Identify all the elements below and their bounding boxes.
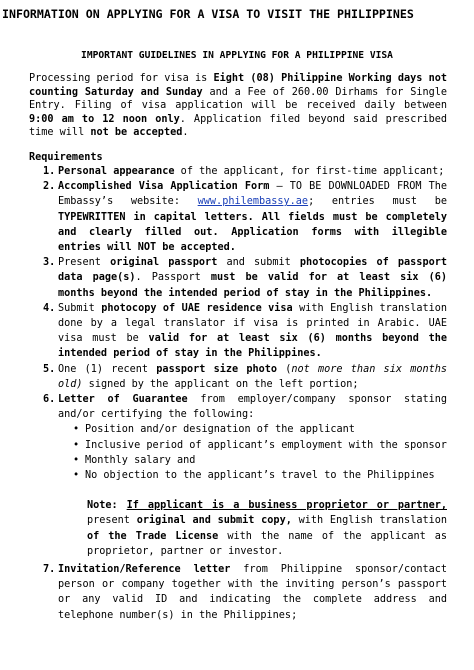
business-owner-note bbox=[29, 498, 447, 559]
guarantee-point-text: Position and/or designation of the applicant bbox=[85, 424, 355, 436]
item-italic: not more than six months old) bbox=[58, 363, 447, 390]
list-item bbox=[29, 179, 447, 255]
item-number: 4. bbox=[43, 302, 56, 314]
item-bold: TYPEWRITTEN in capital letters. All fields must be completely and clearly filled out. Application forms with illegible entries will NOT be accepted. bbox=[58, 211, 447, 254]
item-number: 6. bbox=[43, 394, 56, 406]
item-number: 5. bbox=[43, 363, 56, 375]
item-bold: valid for at least six (6) months beyond the intended period of stay in the Philippines. bbox=[58, 333, 448, 360]
note-underlined: If applicant is a business proprietor or partner, bbox=[126, 500, 447, 512]
intro-text-1: Processing period for visa is bbox=[29, 73, 214, 84]
guidelines-heading: IMPORTANT GUIDELINES IN APPLYING FOR A PHILIPPINE VISA bbox=[81, 50, 393, 61]
guarantee-point bbox=[29, 468, 447, 483]
note-label: Note: bbox=[87, 500, 118, 512]
bullet-icon: • bbox=[73, 424, 80, 436]
item-bold: passport size photo bbox=[156, 363, 278, 375]
guarantee-point-text: No objection to the applicant’s travel to the Philippines bbox=[85, 470, 435, 482]
guarantee-point-text: Inclusive period of applicant’s employment with the sponsor bbox=[85, 439, 447, 451]
note-bold: original and submit copy, bbox=[136, 515, 292, 527]
list-item bbox=[29, 392, 447, 422]
intro-bold-3: not be accepted bbox=[90, 127, 183, 139]
item-text: Submit bbox=[58, 302, 102, 314]
item-bold: original passport bbox=[110, 257, 218, 269]
item-text: from employer/company sponsor stating and/or certifying the following: bbox=[58, 394, 447, 421]
guarantee-point-text: Monthly salary and bbox=[85, 454, 196, 466]
note-bold: of the Trade License bbox=[87, 530, 219, 542]
item-text: of the applicant, for first-time applicant; bbox=[174, 166, 445, 177]
item-bold: Letter of Guarantee bbox=[58, 394, 188, 406]
intro-text-4: . bbox=[182, 127, 189, 139]
note-text: with English translation bbox=[291, 515, 447, 527]
item-text: and submit bbox=[217, 257, 300, 269]
guarantee-point bbox=[29, 453, 447, 468]
item-bold: Personal appearance bbox=[58, 166, 175, 177]
item-number: 7. bbox=[43, 564, 56, 576]
intro-bold-2: 9:00 am to 12 noon only bbox=[29, 113, 180, 125]
item-text: – TO BE DOWNLOADED FROM The Embassy’s website: bbox=[58, 181, 447, 208]
bullet-icon: • bbox=[73, 454, 80, 466]
page-title: INFORMATION ON APPLYING FOR A VISA TO VISIT THE PHILIPPINES bbox=[2, 7, 414, 21]
item-bold: photocopies of passport data page(s) bbox=[58, 257, 447, 284]
item-text: with English translation done by a legal translator if visa is printed in Arabic. UAE visa must be bbox=[58, 302, 448, 345]
embassy-website-link[interactable]: www.philembassy.ae bbox=[197, 196, 309, 208]
bullet-icon: • bbox=[73, 470, 80, 482]
item-bold: must be valid for at least six (6) months beyond the intended period of stay in the Philippines. bbox=[58, 272, 447, 299]
list-item bbox=[29, 362, 447, 392]
note-text: present bbox=[87, 515, 137, 527]
list-item bbox=[29, 301, 447, 362]
item-number: 1. bbox=[43, 166, 56, 177]
processing-paragraph bbox=[29, 72, 447, 140]
list-item bbox=[29, 562, 447, 623]
guarantee-points bbox=[29, 422, 447, 483]
intro-text-2: and a Fee of 260.00 Dirhams for Single Entry. Filing of visa application will be received daily between bbox=[29, 86, 447, 112]
item-text: ( bbox=[277, 363, 292, 375]
intro-bold-1: Eight (08) Philippine Working days not counting Saturday and Sunday bbox=[29, 73, 447, 98]
note-text: with the name of the applicant as proprietor, partner or investor. bbox=[87, 530, 447, 557]
requirements-list bbox=[29, 164, 447, 623]
item-bold: Invitation/Reference letter bbox=[58, 564, 231, 576]
item-text: from Philippine sponsor/contact person or company together with the inviting person’s passport or any valid ID and indicating the complete address and telephone number(s) in the Philippines; bbox=[58, 564, 447, 621]
intro-text-3: . Application filed beyond said prescribed time will bbox=[29, 113, 447, 139]
item-text: ; entries must be bbox=[308, 196, 447, 208]
item-number: 2. bbox=[43, 181, 56, 193]
guarantee-point bbox=[29, 438, 447, 453]
requirements-heading: Requirements bbox=[29, 152, 103, 163]
list-item bbox=[29, 164, 447, 179]
item-text: signed by the applicant on the left portion; bbox=[82, 378, 359, 390]
item-text: . Passport bbox=[135, 272, 211, 284]
guarantee-point bbox=[29, 422, 447, 437]
item-bold: Accomplished Visa Application Form bbox=[58, 181, 270, 193]
list-item bbox=[29, 255, 447, 301]
bullet-icon: • bbox=[73, 439, 80, 451]
item-text: Present bbox=[58, 257, 111, 269]
item-number: 3. bbox=[43, 257, 56, 269]
item-bold: photocopy of UAE residence visa bbox=[101, 302, 293, 314]
item-text: One (1) recent bbox=[58, 363, 157, 375]
